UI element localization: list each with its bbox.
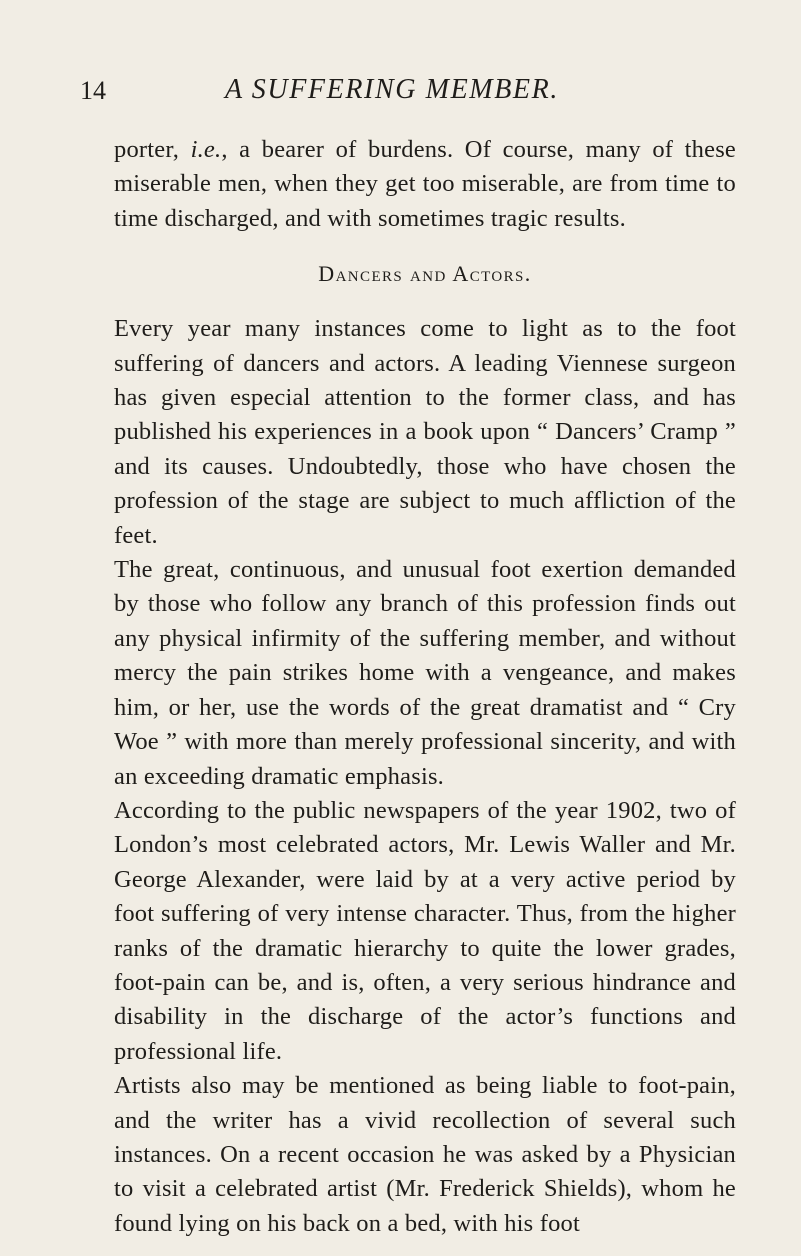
running-head	[0, 70, 801, 110]
page-number: 14	[80, 76, 106, 105]
body-text	[114, 133, 736, 1241]
paragraph-great-exertion: The great, continuous, and unusual foot exertion demanded by those who follow any branch of this profession finds out any physical infirmity of the suffering member, and without mercy the pain strikes home with a vengeance, and makes him, or her, use the words of the great dramatist and “ Cry Woe ” with more than merely professional sincerity, and with an exceeding dramatic emphasis.	[114, 556, 736, 790]
paragraph-every-year: Every year many instances come to light as to the foot suffering of dancers and actors. A leading Viennese surgeon has given especial attention to the former class, and has published his experiences in a book upon “ Dancers’ Cramp ” and its causes. Undoubtedly, those who have chosen the profession of the stage are subject to much affliction of the feet.	[114, 315, 736, 549]
section-heading: Dancers and Actors.	[318, 261, 532, 287]
paragraph-porter-italic: i.e.	[190, 136, 222, 163]
paragraph-porter-post: , a bearer of burdens. Of course, many of these miserable men, when they get too miserable, are from time to time discharged, and with sometimes tragic results.	[114, 136, 736, 232]
paragraph-porter	[114, 133, 736, 236]
running-title: A SUFFERING MEMBER.	[225, 74, 559, 105]
paragraph-newspapers: According to the public newspapers of the year 1902, two of London’s most celebrated actors, Mr. Lewis Waller and Mr. George Alexander, were laid by at a very active period by foot suffering of very intense character. Thus, from the higher ranks of the dramatic hierarchy to quite the lower grades, foot-pain can be, and is, often, a very serious hindrance and disability in the discharge of the actor’s functions and professional life.	[114, 796, 736, 1065]
paragraph-porter-pre: porter,	[114, 136, 191, 163]
paragraph-artists: Artists also may be mentioned as being liable to foot-pain, and the writer has a vivid recollection of several such instances. On a recent occasion he was asked by a Physician to visit a celebrated artist (Mr. Frederick Shields), whom he found lying on his back on a bed, with his foot	[114, 1072, 736, 1237]
